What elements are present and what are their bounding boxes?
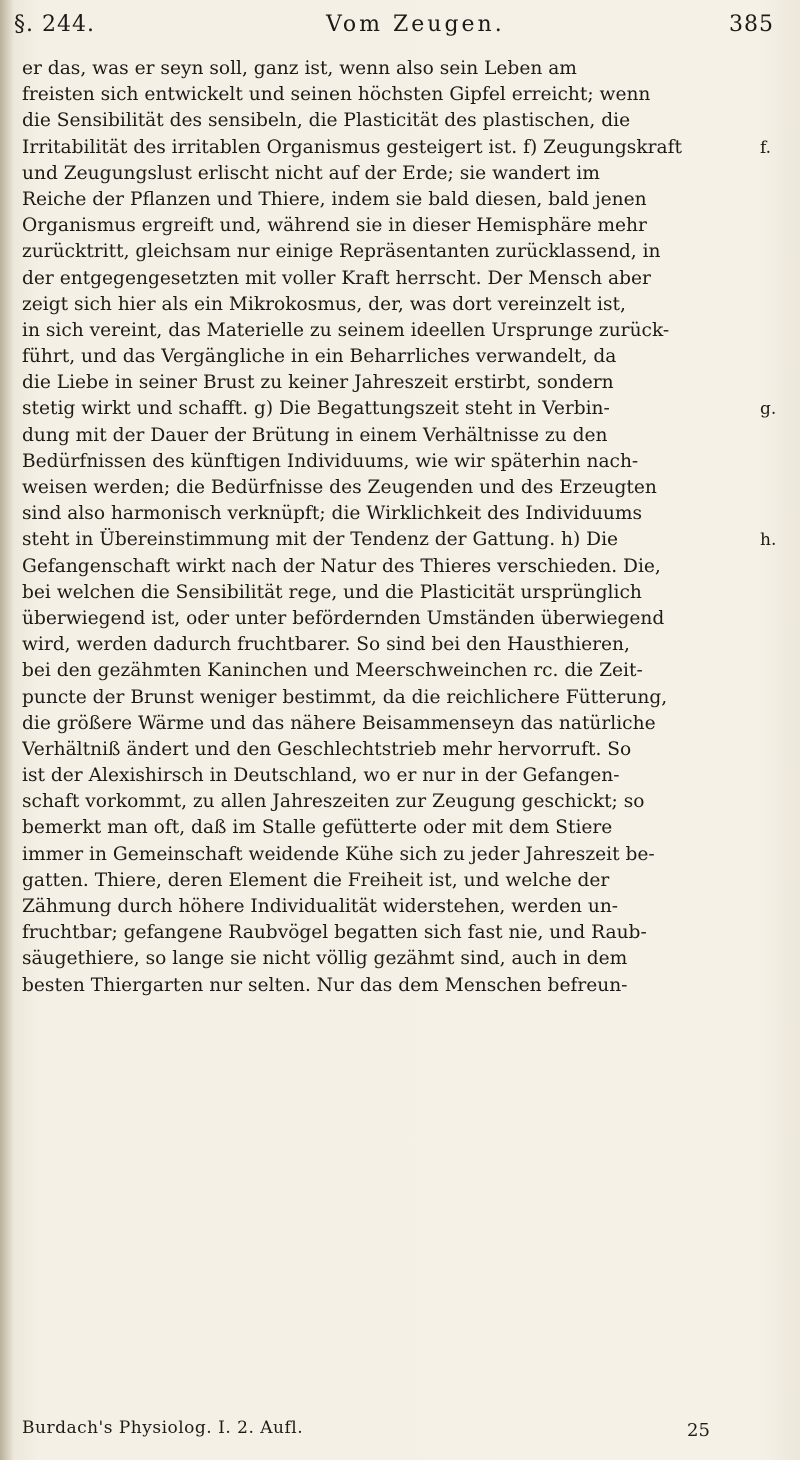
margin-note: g.: [760, 399, 777, 420]
printer-signature: Burdach's Physiolog. I. 2. Aufl.: [22, 1418, 304, 1438]
text-line: zeigt sich hier als ein Mikrokosmus, der, was dort vereinzelt ist,: [22, 293, 626, 315]
text-line: schaft vorkommt, zu allen Jahreszeiten zur Zeugung geschickt; so: [22, 791, 645, 813]
margin-spacer: [760, 344, 794, 370]
margin-spacer: [760, 82, 794, 108]
text-line: ist der Alexishirsch in Deutschland, wo er nur in der Gefangen-: [22, 765, 620, 787]
margin-spacer: [760, 842, 794, 868]
text-line: säugethiere, so lange sie nicht völlig gezähmt sind, auch in dem: [22, 948, 628, 970]
text-line: Verhältniß ändert und den Geschlechtstrieb mehr hervorruft. So: [22, 738, 632, 760]
margin-spacer: [760, 815, 794, 841]
text-line: besten Thiergarten nur selten. Nur das dem Menschen befreun-: [22, 974, 628, 996]
margin-spacer: [760, 580, 794, 606]
page-number: 385: [729, 12, 774, 37]
text-line: in sich vereint, das Materielle zu seinem ideellen Ursprunge zurück-: [22, 319, 670, 341]
text-line: bei den gezähmten Kaninchen und Meerschweinchen rc. die Zeit-: [22, 660, 643, 682]
margin-spacer: [760, 108, 794, 134]
text-line: er das, was er seyn soll, ganz ist, wenn also sein Leben am: [22, 58, 577, 79]
margin-spacer: [760, 632, 794, 658]
margin-spacer: [760, 318, 794, 344]
running-title: Vom Zeugen.: [326, 12, 505, 37]
margin-spacer: [760, 737, 794, 763]
text-line: Reiche der Pflanzen und Thiere, indem sie bald diesen, bald jenen: [22, 188, 647, 210]
margin-spacer: [760, 56, 794, 82]
text-line: die größere Wärme und das nähere Beisammenseyn das natürliche: [22, 712, 656, 734]
text-line: Gefangenschaft wirkt nach der Natur des Thieres verschieden. Die,: [22, 555, 661, 577]
text-line: immer in Gemeinschaft weidende Kühe sich zu jeder Jahreszeit be-: [22, 843, 655, 865]
margin-spacer: [760, 658, 794, 684]
margin-spacer: [760, 161, 794, 187]
text-line: freisten sich entwickelt und seinen höchsten Gipfel erreicht; wenn: [22, 84, 651, 106]
text-line: Bedürfnissen des künftigen Individuums, wie wir späterhin nach-: [22, 450, 639, 472]
margin-spacer: [760, 423, 794, 449]
text-line: dung mit der Dauer der Brütung in einem Verhältnisse zu den: [22, 424, 608, 446]
margin-spacer: [760, 868, 794, 894]
text-line: fruchtbar; gefangene Raubvögel begatten sich fast nie, und Raub-: [22, 922, 647, 944]
text-line: zurücktritt, gleichsam nur einige Repräsentanten zurücklassend, in: [22, 241, 661, 263]
margin-spacer: [760, 187, 794, 213]
margin-spacer: [760, 370, 794, 396]
margin-spacer: [760, 894, 794, 920]
margin-spacer: [760, 475, 794, 501]
body-text: [22, 56, 734, 999]
margin-spacer: [760, 789, 794, 815]
text-line: bei welchen die Sensibilität rege, und die Plasticität ursprünglich: [22, 581, 642, 603]
page-footer: [22, 1418, 742, 1446]
text-line: wird, werden dadurch fruchtbarer. So sind bei den Hausthieren,: [22, 634, 630, 656]
margin-notes: [760, 56, 794, 999]
margin-spacer: [760, 501, 794, 527]
sheet-number: 25: [687, 1420, 710, 1441]
text-line: puncte der Brunst weniger bestimmt, da die reichlichere Fütterung,: [22, 686, 668, 708]
text-line: bemerkt man oft, daß im Stalle gefütterte oder mit dem Stiere: [22, 817, 613, 839]
margin-spacer: [760, 946, 794, 972]
margin-spacer: [760, 292, 794, 318]
margin-note: f.: [760, 137, 772, 158]
section-number: §. 244.: [14, 12, 95, 37]
text-line: überwiegend ist, oder unter befördernden Umständen überwiegend: [22, 607, 665, 629]
text-line: die Sensibilität des sensibeln, die Plasticität des plastischen, die: [22, 110, 631, 132]
binding-shadow: [0, 0, 14, 1460]
margin-spacer: [760, 973, 794, 999]
margin-spacer: [760, 606, 794, 632]
margin-spacer: [760, 763, 794, 789]
margin-spacer: [760, 213, 794, 239]
margin-spacer: [760, 266, 794, 292]
text-line: Zähmung durch höhere Individualität widerstehen, werden un-: [22, 896, 619, 917]
margin-spacer: [760, 449, 794, 475]
text-line: sind also harmonisch verknüpft; die Wirklichkeit des Individuums: [22, 503, 643, 525]
margin-spacer: [760, 554, 794, 580]
margin-spacer: [760, 711, 794, 737]
text-line: und Zeugungslust erlischt nicht auf der Erde; sie wandert im: [22, 162, 600, 184]
text-line: steht in Übereinstimmung mit der Tendenz der Gattung. h) Die: [22, 529, 619, 551]
text-line: stetig wirkt und schafft. g) Die Begattungszeit steht in Verbin-: [22, 398, 610, 420]
margin-spacer: [760, 685, 794, 711]
margin-note: h.: [760, 530, 777, 551]
running-header: [14, 12, 774, 46]
text-line: weisen werden; die Bedürfnisse des Zeugenden und des Erzeugten: [22, 477, 657, 498]
text-line: der entgegengesetzten mit voller Kraft herrscht. Der Mensch aber: [22, 267, 651, 289]
text-line: gatten. Thiere, deren Element die Freiheit ist, und welche der: [22, 869, 610, 891]
text-line: die Liebe in seiner Brust zu keiner Jahreszeit erstirbt, sondern: [22, 372, 614, 394]
text-line: Organismus ergreift und, während sie in dieser Hemisphäre mehr: [22, 215, 647, 237]
margin-spacer: [760, 239, 794, 265]
text-line: Irritabilität des irritablen Organismus gesteigert ist. f) Zeugungskraft: [22, 136, 682, 158]
text-line: führt, und das Vergängliche in ein Beharrliches verwandelt, da: [22, 346, 617, 368]
margin-spacer: [760, 920, 794, 946]
